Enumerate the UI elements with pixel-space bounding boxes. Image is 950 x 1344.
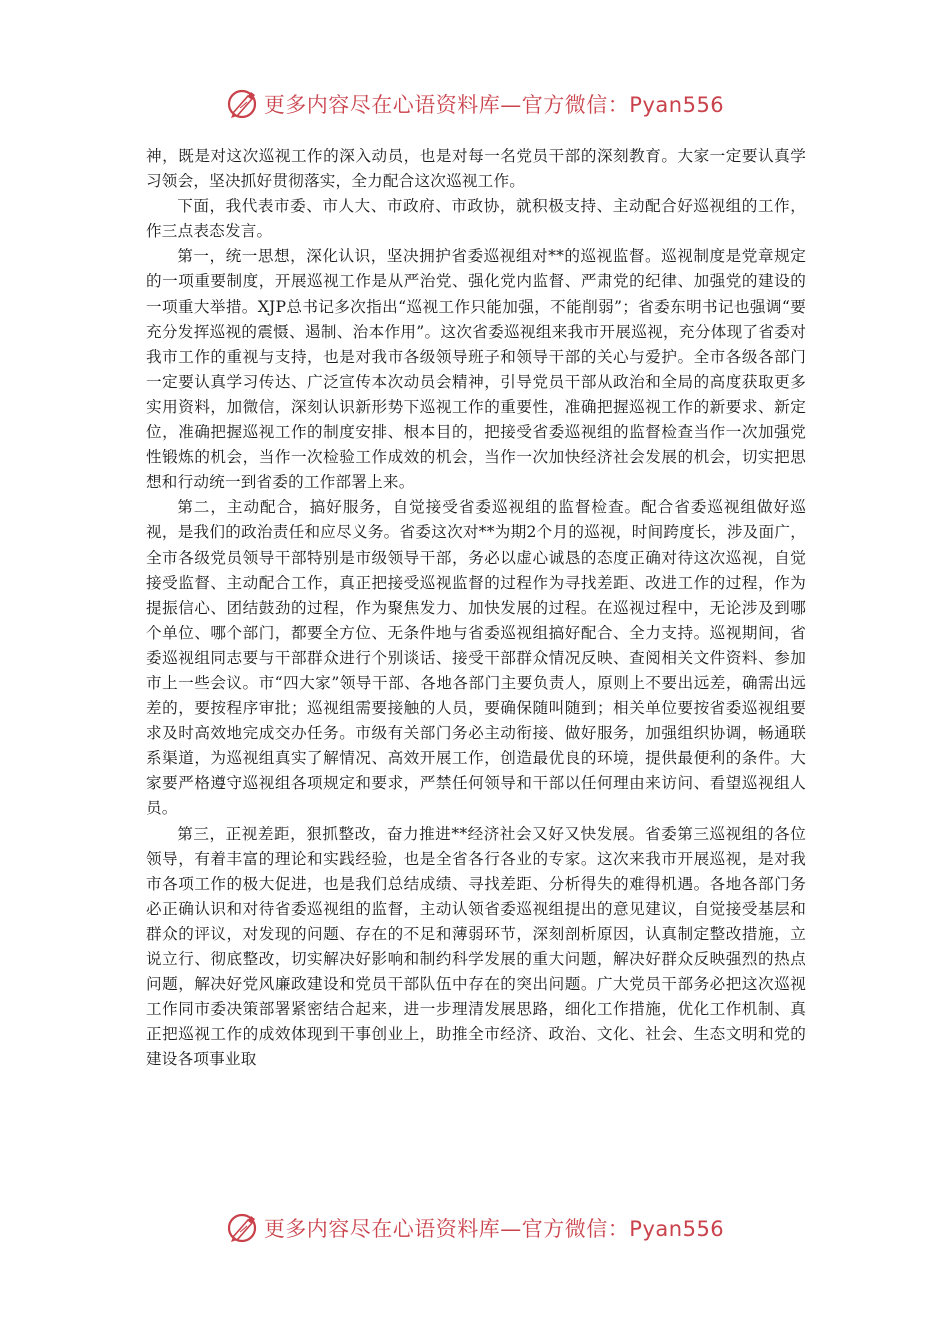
document-body <box>146 144 806 1072</box>
watermark-text: 更多内容尽在心语资料库—官方微信：Pyan556 <box>263 93 725 117</box>
paragraph-point-one: 第一，统一思想，深化认识，坚决拥护省委巡视组对**的巡视监督。巡视制度是党章规定的一项重要制度，开展巡视工作是从严治党、强化党内监督、严肃党的纪律、加强党的建设的一项重大举措。XJP总书记多次指出“巡视工作只能加强，不能削弱”；省委东明书记也强调“要充分发挥巡视的震慑、遏制、治本作用”。这次省委巡视组来我市开展巡视，充分体现了省委对我市工作的重视与支持，也是对我市各级领导班子和领导干部的关心与爱护。全市各级各部门一定要认真学习传达、广泛宣传本次动员会精神，引导党员干部从政治和全局的高度获取更多实用资料，加微信，深刻认识新形势下巡视工作的重要性，准确把握巡视工作的新要求、新定位，准确把握巡视工作的制度安排、根本目的，把接受省委巡视组的监督检查当作一次加强党性锻炼的机会，当作一次检验工作成效的机会，当作一次加快经济社会发展的机会，切实把思想和行动统一到省委的工作部署上来。 <box>146 247 806 492</box>
paragraph-continuation: 神，既是对这次巡视工作的深入动员，也是对每一名党员干部的深刻教育。大家一定要认真学习领会，坚决抓好贯彻落实，全力配合这次巡视工作。 <box>146 147 806 191</box>
paragraph-point-two: 第二，主动配合，搞好服务，自觉接受省委巡视组的监督检查。配合省委巡视组做好巡视，是我们的政治责任和应尽义务。省委这次对**为期2个月的巡视，时间跨度长，涉及面广，全市各级党员领导干部特别是市级领导干部，务必以虚心诚恳的态度正确对待这次巡视，自觉接受监督、主动配合工作，真正把接受巡视监督的过程作为寻找差距、改进工作的过程，作为提振信心、团结鼓劲的过程，作为聚焦发力、加快发展的过程。在巡视过程中，无论涉及到哪个单位、哪个部门，都要全方位、无条件地与省委巡视组搞好配合、全力支持。巡视期间，省委巡视组同志要与干部群众进行个别谈话、接受干部群众情况反映、查阅相关文件资料、参加市上一些会议。市“四大家”领导干部、各地各部门主要负责人，原则上不要出远差，确需出远差的，要按程序审批；巡视组需要接触的人员，要确保随叫随到；相关单位要按省委巡视组要求及时高效地完成交办任务。市级有关部门务必主动衔接、做好服务，加强组织协调，畅通联系渠道，为巡视组真实了解情况、高效开展工作，创造最优良的环境，提供最便利的条件。大家要严格遵守巡视组各项规定和要求，严禁任何领导和干部以任何理由来访问、看望巡视组人员。 <box>146 498 806 818</box>
pen-logo-icon <box>226 1211 260 1245</box>
paragraph-intro: 下面，我代表市委、市人大、市政府、市政协，就积极支持、主动配合好巡视组的工作，作三点表态发言。 <box>146 197 806 241</box>
footer-watermark-banner <box>0 1208 950 1248</box>
watermark-text: 更多内容尽在心语资料库—官方微信：Pyan556 <box>263 1217 725 1241</box>
header-watermark-banner <box>0 84 950 124</box>
pen-logo-icon <box>226 87 260 121</box>
paragraph-point-three: 第三，正视差距，狠抓整改，奋力推进**经济社会又好又快发展。省委第三巡视组的各位领导，有着丰富的理论和实践经验，也是全省各行各业的专家。这次来我市开展巡视，是对我市各项工作的极大促进，也是我们总结成绩、寻找差距、分析得失的难得机遇。各地各部门务必正确认识和对待省委巡视组的监督，主动认领省委巡视组提出的意见建议，自觉接受基层和群众的评议，对发现的问题、存在的不足和薄弱环节，深刻剖析原因，认真制定整改措施，立说立行、彻底整改，切实解决好影响和制约科学发展的重大问题，解决好群众反映强烈的热点问题，解决好党风廉政建设和党员干部队伍中存在的突出问题。广大党员干部务必把这次巡视工作同市委决策部署紧密结合起来，进一步理清发展思路，细化工作措施，优化工作机制、真正把巡视工作的成效体现到干事创业上，助推全市经济、政治、文化、社会、生态文明和党的建设各项事业取 <box>146 824 806 1069</box>
